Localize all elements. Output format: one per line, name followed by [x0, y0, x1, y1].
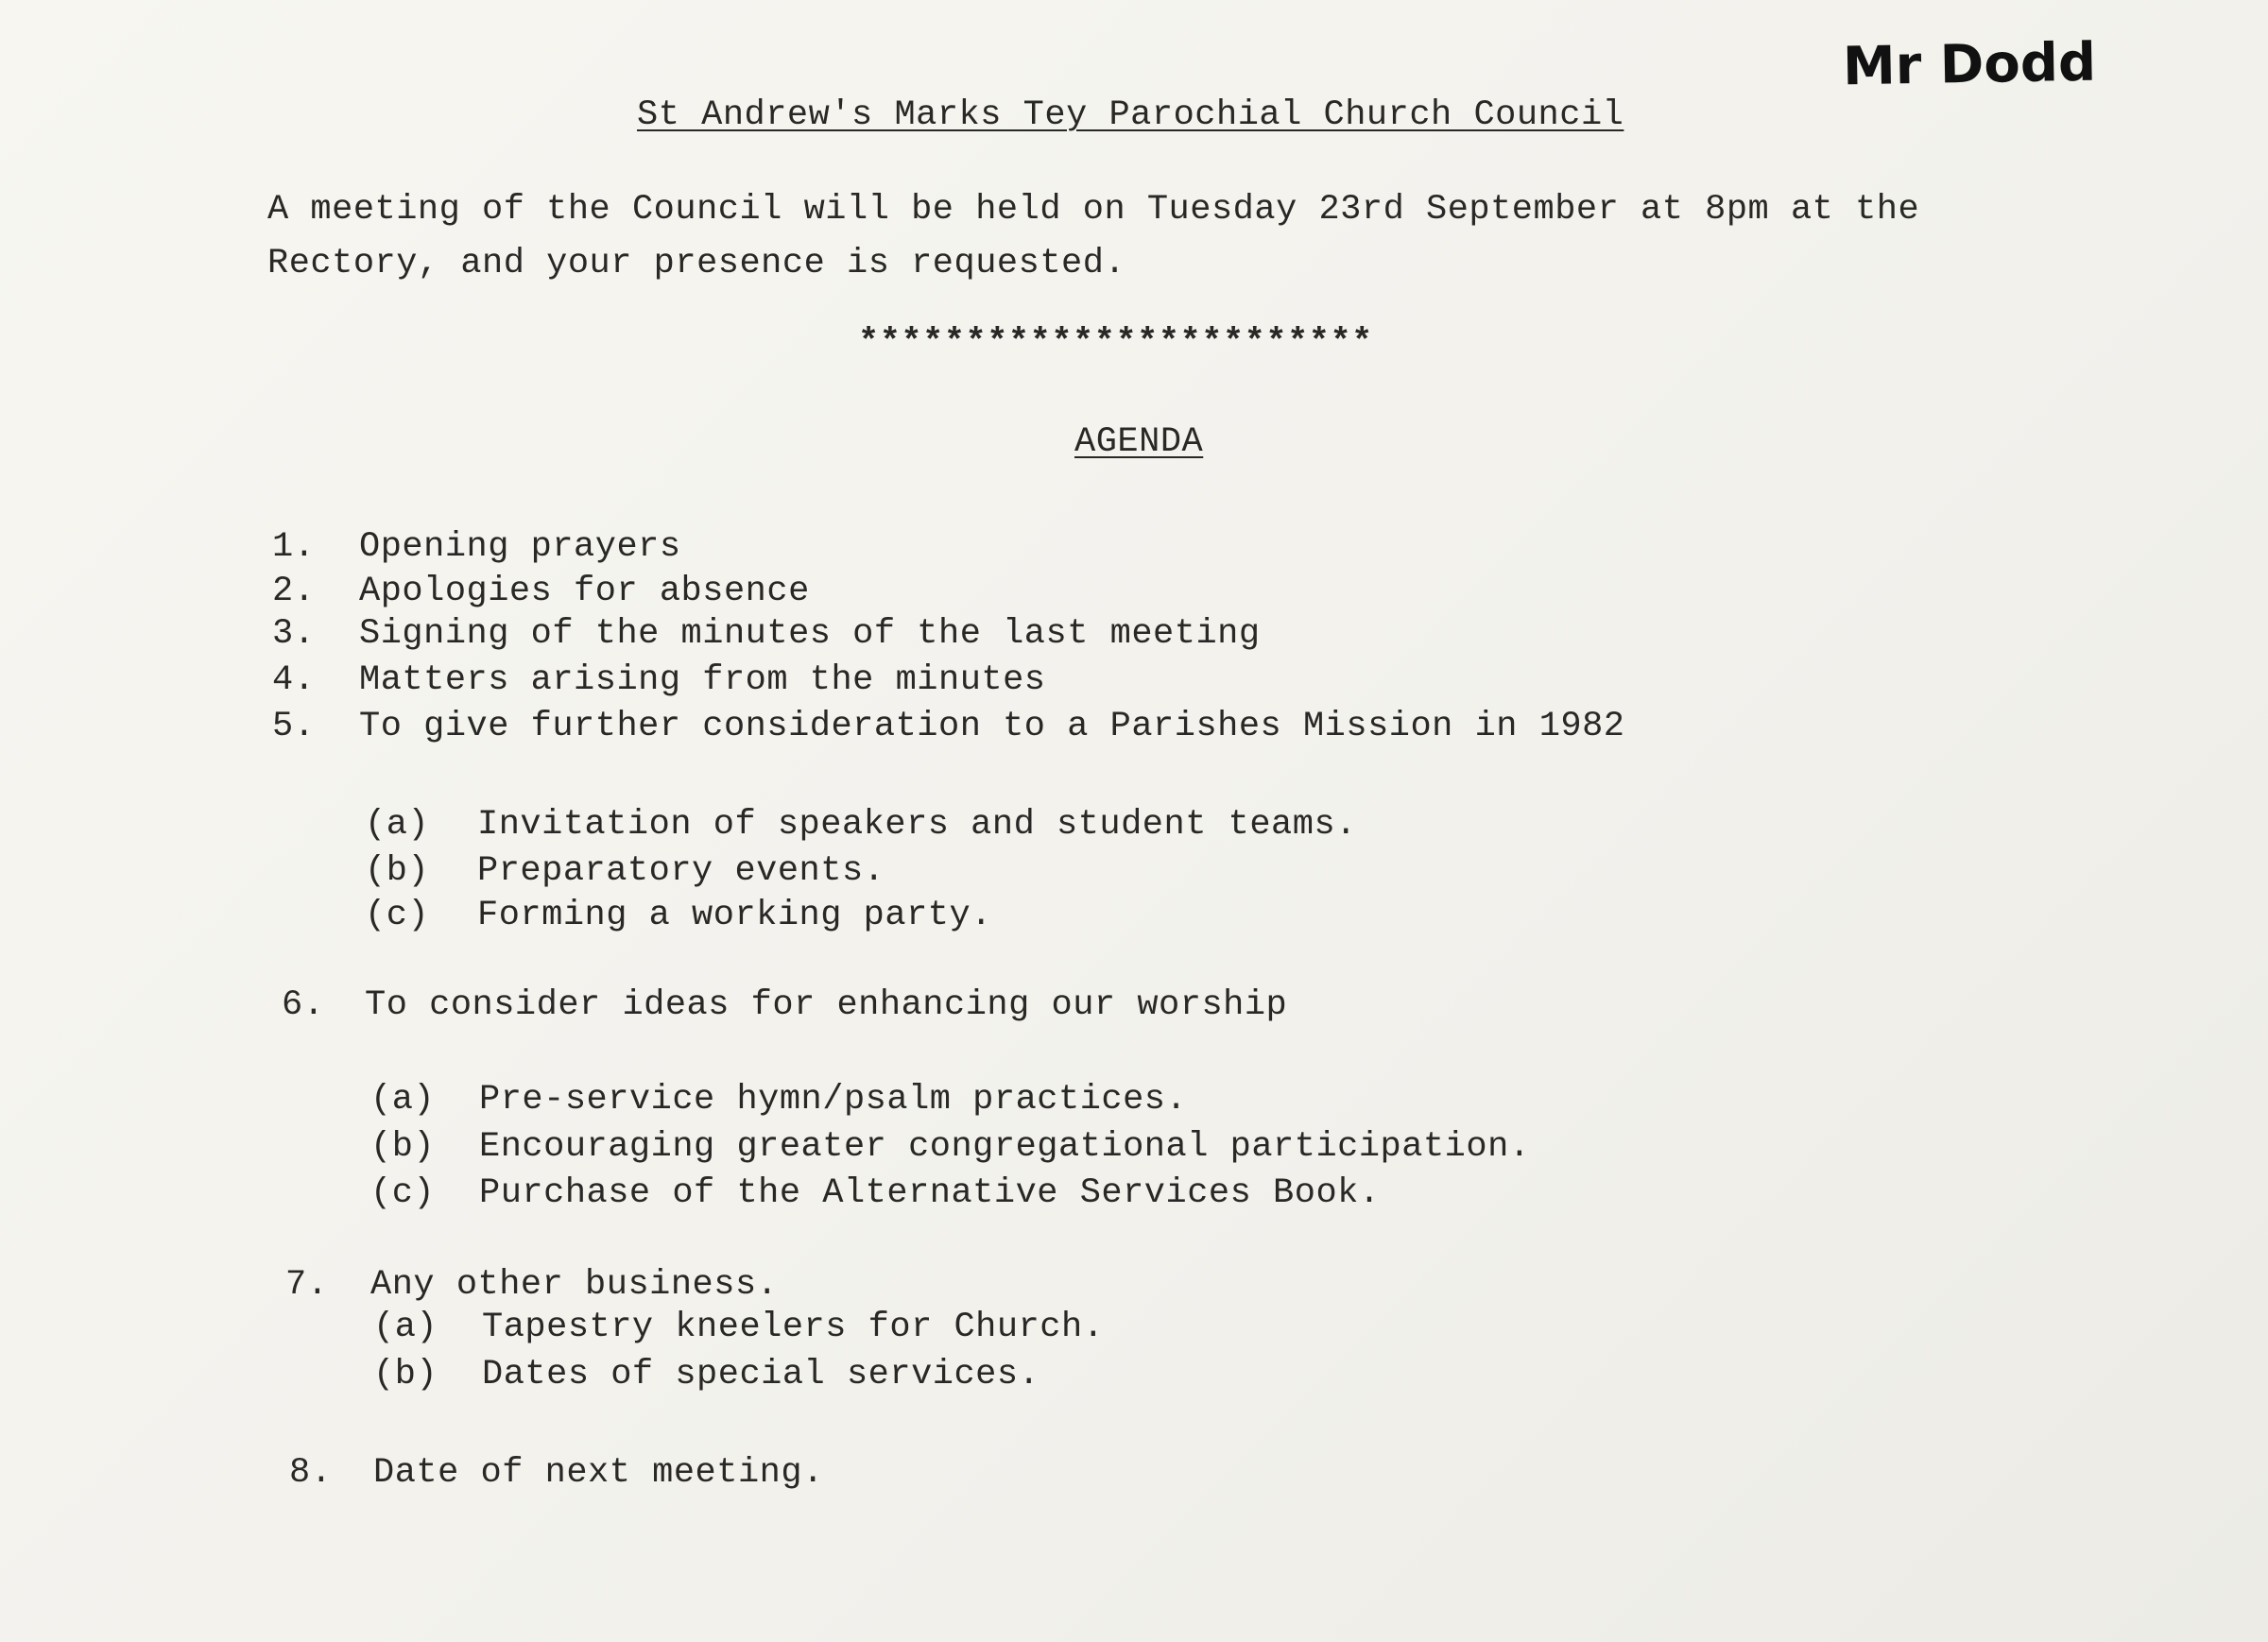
- agenda-item-text: To consider ideas for enhancing our worship: [365, 985, 1288, 1025]
- agenda-item-text: Preparatory events.: [477, 851, 885, 891]
- handwritten-annotation: Mr Dodd: [1842, 31, 2097, 98]
- agenda-item-text: Invitation of speakers and student teams.: [477, 805, 1357, 845]
- separator: ************************: [858, 323, 1373, 363]
- agenda-item-number: (b): [373, 1355, 438, 1394]
- agenda-item-text: Tapestry kneelers for Church.: [482, 1308, 1105, 1347]
- notice-line-2: Rectory, and your presence is requested.: [267, 244, 1126, 283]
- agenda-heading: AGENDA: [1074, 422, 1204, 462]
- document-title: St Andrew's Marks Tey Parochial Church Council: [637, 95, 1624, 135]
- agenda-item-number: (b): [365, 851, 430, 891]
- agenda-item-number: 7.: [285, 1265, 329, 1305]
- agenda-item-number: (a): [365, 805, 430, 845]
- agenda-item-number: 2.: [272, 572, 316, 611]
- agenda-item-text: Pre-service hymn/psalm practices.: [479, 1080, 1188, 1120]
- agenda-item-number: (c): [365, 896, 430, 935]
- agenda-item-text: Date of next meeting.: [373, 1453, 824, 1493]
- agenda-item-text: Encouraging greater congregational participation.: [479, 1127, 1531, 1167]
- agenda-item-text: Signing of the minutes of the last meeting: [359, 614, 1261, 654]
- agenda-item-number: 5.: [272, 707, 316, 746]
- agenda-item-number: 6.: [282, 985, 325, 1025]
- agenda-item-number: 3.: [272, 614, 316, 654]
- agenda-item-number: (c): [370, 1173, 436, 1213]
- agenda-item-text: Matters arising from the minutes: [359, 660, 1046, 700]
- agenda-item-number: (b): [370, 1127, 436, 1167]
- agenda-item-number: (a): [373, 1308, 438, 1347]
- agenda-item-text: Apologies for absence: [359, 572, 810, 611]
- notice-line-1: A meeting of the Council will be held on Tuesday 23rd September at 8pm at the: [267, 190, 1920, 230]
- agenda-item-text: To give further consideration to a Parishes Mission in 1982: [359, 707, 1625, 746]
- agenda-item-text: Forming a working party.: [477, 896, 992, 935]
- agenda-item-number: (a): [370, 1080, 436, 1120]
- agenda-item-number: 1.: [272, 527, 316, 567]
- agenda-item-number: 8.: [289, 1453, 333, 1493]
- agenda-item-text: Dates of special services.: [482, 1355, 1040, 1394]
- agenda-item-number: 4.: [272, 660, 316, 700]
- agenda-item-text: Opening prayers: [359, 527, 681, 567]
- agenda-item-text: Any other business.: [370, 1265, 779, 1305]
- agenda-item-text: Purchase of the Alternative Services Book.: [479, 1173, 1381, 1213]
